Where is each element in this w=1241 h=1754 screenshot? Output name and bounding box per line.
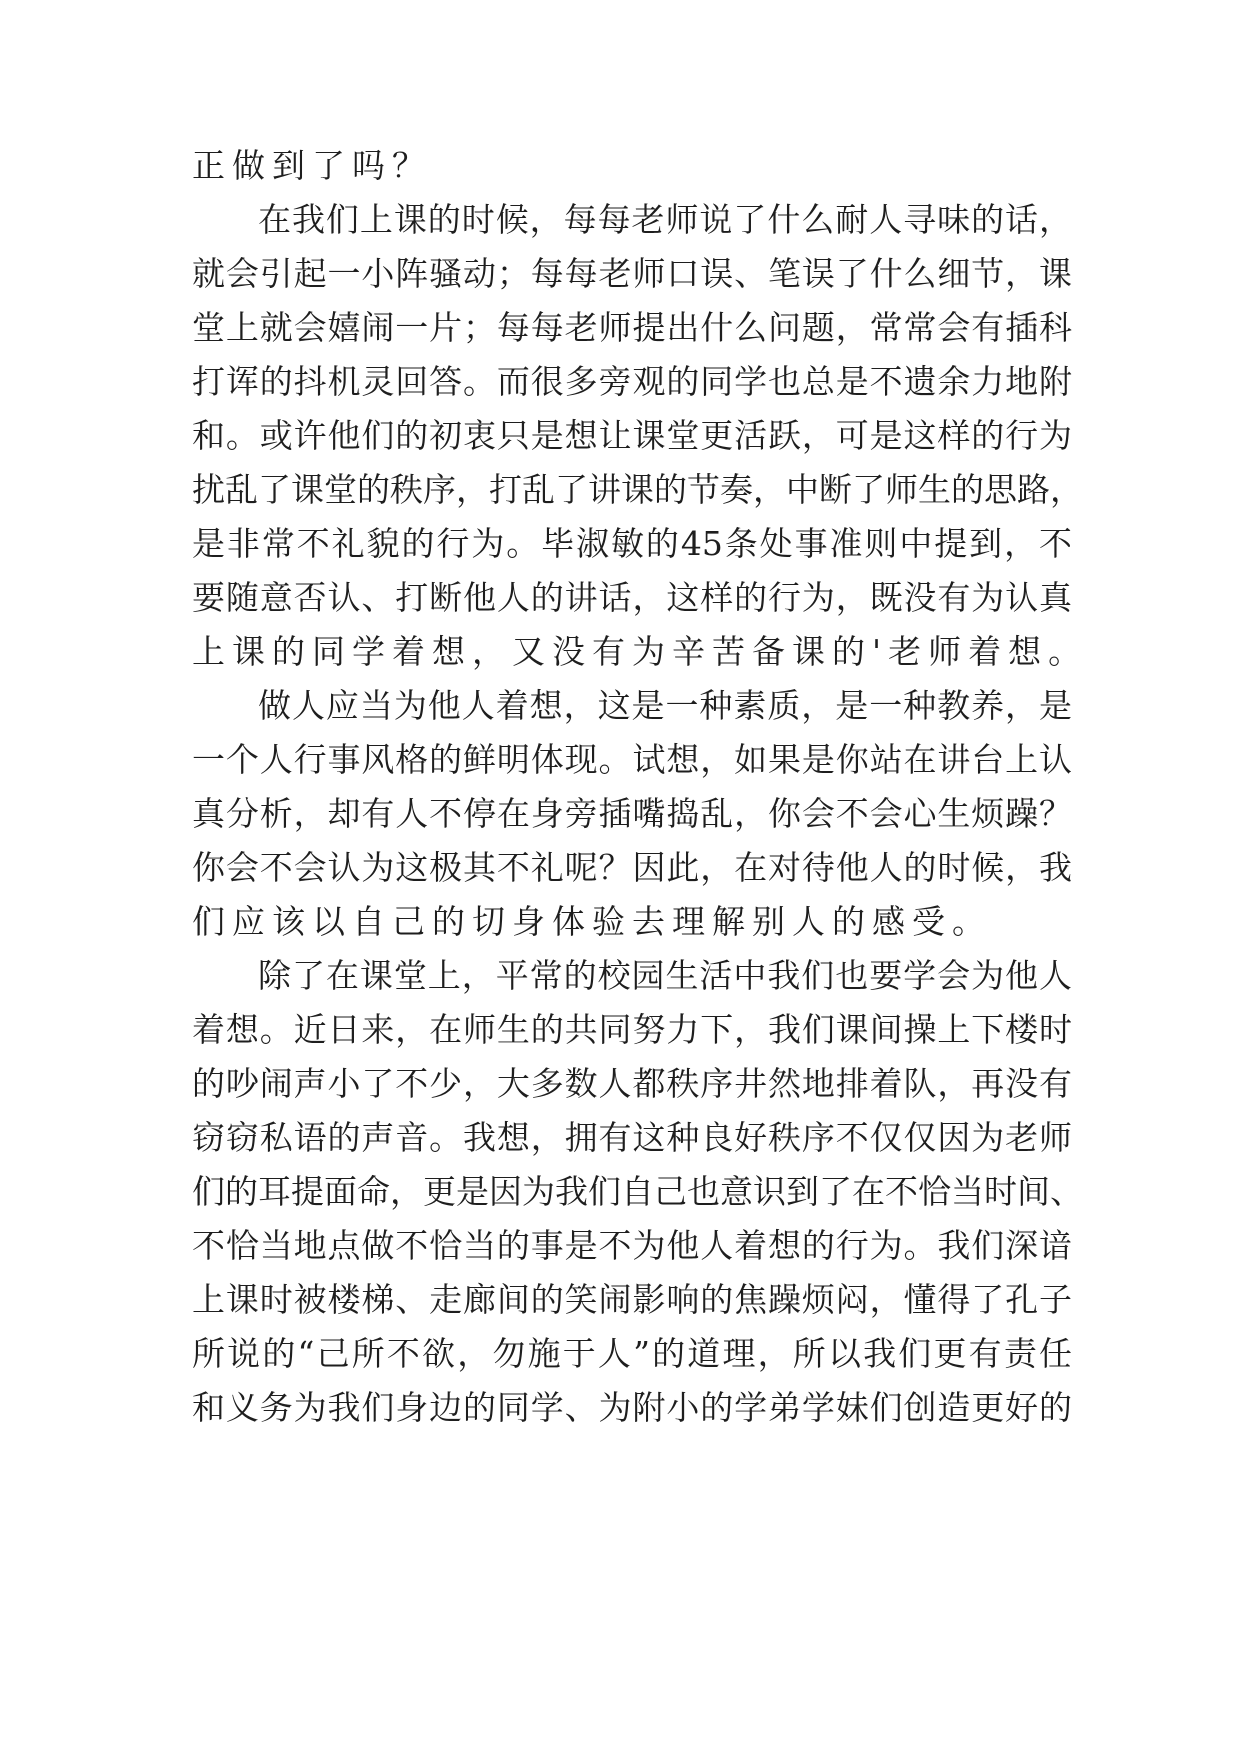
text-line: 真分析，却有人不停在身旁插嘴捣乱，你会不会心生烦躁？ (192, 794, 1072, 833)
text-line: 就会引起一小阵骚动；每每老师口误、笔误了什么细节，课 (192, 254, 1072, 293)
text-line: 着想。近日来，在师生的共同努力下，我们课间操上下楼时 (192, 1010, 1072, 1049)
text-line: 是非常不礼貌的行为。毕淑敏的45条处事准则中提到，不 (192, 524, 1072, 563)
text-line: 正做到了吗？ (192, 146, 432, 185)
paragraph-start-line: 除了在课堂上，平常的校园生活中我们也要学会为他人 (258, 956, 1072, 995)
text-line: 所说的“己所不欲，勿施于人”的道理，所以我们更有责任 (192, 1334, 1072, 1373)
text-line: 扰乱了课堂的秩序，打乱了讲课的节奏，中断了师生的思路， (192, 470, 1083, 509)
text-line: 和。或许他们的初衷只是想让课堂更活跃，可是这样的行为 (192, 416, 1072, 455)
text-line: 打诨的抖机灵回答。而很多旁观的同学也总是不遗余力地附 (192, 362, 1072, 401)
text-line: 堂上就会嬉闹一片；每每老师提出什么问题，常常会有插科 (192, 308, 1072, 347)
text-line: 窃窃私语的声音。我想，拥有这种良好秩序不仅仅因为老师 (192, 1118, 1072, 1157)
paragraph-start-line: 做人应当为他人着想，这是一种素质，是一种教养，是 (258, 686, 1072, 725)
text-line: 和义务为我们身边的同学、为附小的学弟学妹们创造更好的 (192, 1388, 1072, 1427)
paragraph-start-line: 在我们上课的时候，每每老师说了什么耐人寻味的话， (258, 200, 1072, 239)
text-line: 的吵闹声小了不少，大多数人都秩序井然地排着队，再没有 (192, 1064, 1072, 1103)
text-line: 一个人行事风格的鲜明体现。试想，如果是你站在讲台上认 (192, 740, 1072, 779)
text-line: 你会不会认为这极其不礼呢？因此，在对待他人的时候，我 (192, 848, 1072, 887)
text-line: 上课的同学着想，又没有为辛苦备课的'老师着想。 (192, 632, 1089, 671)
text-line: 要随意否认、打断他人的讲话，这样的行为，既没有为认真 (192, 578, 1072, 617)
text-line: 们的耳提面命，更是因为我们自己也意识到了在不恰当时间、 (192, 1172, 1083, 1211)
text-line: 不恰当地点做不恰当的事是不为他人着想的行为。我们深谙 (192, 1226, 1072, 1265)
text-line: 们应该以自己的切身体验去理解别人的感受。 (192, 902, 992, 941)
text-line: 上课时被楼梯、走廊间的笑闹影响的焦躁烦闷，懂得了孔子 (192, 1280, 1072, 1319)
